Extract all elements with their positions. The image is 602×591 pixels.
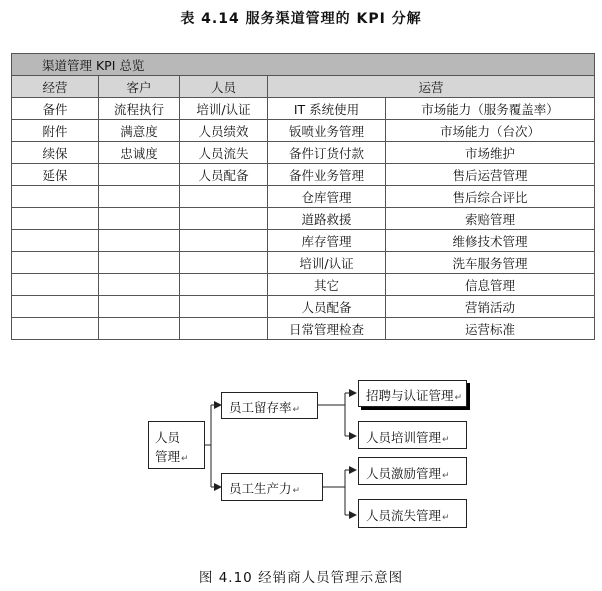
table-cell: 市场维护 — [386, 142, 595, 164]
table-cell: 续保 — [12, 142, 99, 164]
turnover-node — [358, 499, 467, 528]
return-mark-icon: ↵ — [181, 454, 189, 464]
table-cell: 仓库管理 — [268, 186, 386, 208]
table-cell: 流程执行 — [99, 98, 180, 120]
training-label: 人员培训管理 — [366, 430, 442, 445]
incentive-node — [358, 457, 467, 485]
column-header: 经营 — [12, 76, 99, 98]
table-cell: 忠诚度 — [99, 142, 180, 164]
table-cell: 人员配备 — [180, 164, 268, 186]
table-cell: 维修技术管理 — [386, 230, 595, 252]
incentive-label: 人员激励管理 — [366, 466, 442, 481]
table-cell: 附件 — [12, 120, 99, 142]
table-cell: 备件订货付款 — [268, 142, 386, 164]
column-header: 人员 — [180, 76, 268, 98]
table-cell: 满意度 — [99, 120, 180, 142]
table-cell: 延保 — [12, 164, 99, 186]
return-mark-icon: ↵ — [454, 393, 463, 403]
table-cell: 钣喷业务管理 — [268, 120, 386, 142]
table-cell: 培训/认证 — [268, 252, 386, 274]
figure-caption: 图 4.10 经销商人员管理示意图 — [198, 570, 404, 586]
table-cell: 市场能力（台次） — [386, 120, 595, 142]
table-cell: 营销活动 — [386, 296, 595, 318]
return-mark-icon: ↵ — [442, 513, 450, 523]
table-cell: 日常管理检查 — [268, 318, 386, 340]
table-cell: 售后运营管理 — [386, 164, 595, 186]
table-cell: 洗车服务管理 — [386, 252, 595, 274]
return-mark-icon: ↵ — [292, 486, 301, 496]
column-header: 客户 — [99, 76, 180, 98]
retention-node — [221, 392, 318, 419]
table-cell: IT 系统使用 — [268, 98, 386, 120]
root-label-line2: 管理↵ — [155, 449, 189, 464]
table-cell: 库存管理 — [268, 230, 386, 252]
table-cell: 索赔管理 — [386, 208, 595, 230]
turnover-label: 人员流失管理 — [366, 508, 442, 523]
return-mark-icon: ↵ — [442, 471, 450, 481]
table-cell: 人员配备 — [268, 296, 386, 318]
recruitment-node — [358, 380, 467, 407]
training-node — [358, 421, 467, 449]
table-cell: 人员绩效 — [180, 120, 268, 142]
table-cell: 信息管理 — [386, 274, 595, 296]
return-mark-icon: ↵ — [442, 435, 450, 445]
table-cell: 市场能力（服务覆盖率） — [386, 98, 595, 120]
retention-label: 员工留存率 — [229, 400, 292, 415]
column-header: 运营 — [268, 76, 595, 98]
table-cell: 售后综合评比 — [386, 186, 595, 208]
return-mark-icon: ↵ — [292, 405, 301, 415]
table-cell: 备件业务管理 — [268, 164, 386, 186]
recruitment-label: 招聘与认证管理 — [366, 388, 454, 403]
table-header: 渠道管理 KPI 总览 — [12, 54, 595, 76]
table-cell: 培训/认证 — [180, 98, 268, 120]
root-node — [148, 421, 205, 469]
table-cell: 备件 — [12, 98, 99, 120]
table-title: 表 4.14 服务渠道管理的 KPI 分解 — [180, 11, 422, 27]
productivity-label: 员工生产力 — [229, 481, 292, 496]
table-cell: 道路救援 — [268, 208, 386, 230]
productivity-node — [221, 473, 323, 501]
table-cell: 其它 — [268, 274, 386, 296]
table-cell: 运营标准 — [386, 318, 595, 340]
table-cell: 人员流失 — [180, 142, 268, 164]
root-label-line1: 人员 — [155, 430, 181, 445]
